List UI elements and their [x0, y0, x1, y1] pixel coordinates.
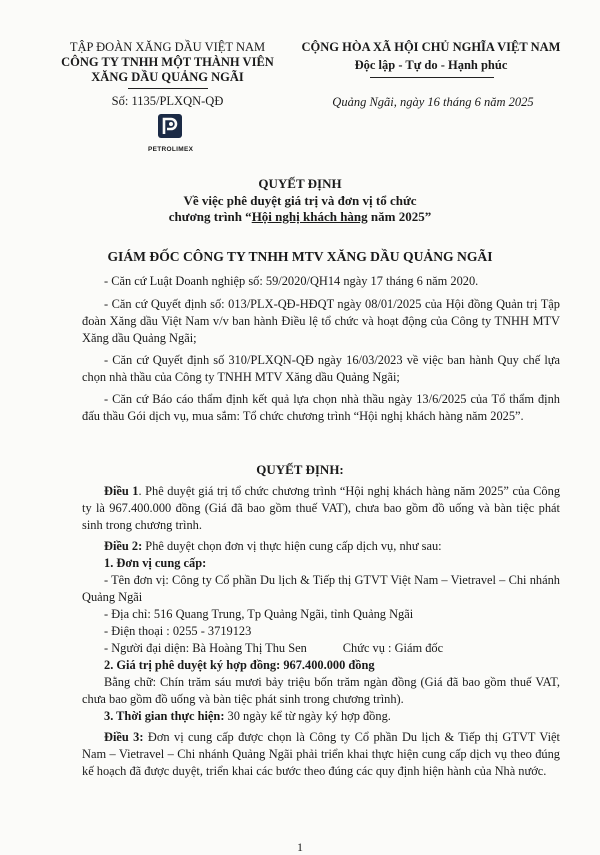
org-parent-name: TẬP ĐOÀN XĂNG DẦU VIỆT NAM	[69, 40, 266, 54]
petrolimex-logo: PETROLIMEX	[148, 114, 192, 153]
amount-in-words: Bằng chữ: Chín trăm sáu mươi bảy triệu bốn trăm ngàn đồng (Giá đã bao gồm thuế VAT, chưa bao gồm đồ uống và bàn tiệc phát sinh trong chương trình).	[82, 675, 560, 706]
article-2: Điều 2: Phê duyệt chọn đơn vị thực hiện cung cấp dịch vụ, như sau:	[104, 539, 442, 553]
provider-representative: - Người đại diện: Bà Hoàng Thị Thu Sen Chức vụ : Giám đốc	[104, 641, 444, 655]
basis-item: - Căn cứ Luật Doanh nghiệp số: 59/2020/QH14 ngày 17 tháng 6 năm 2020.	[104, 274, 479, 288]
document-number: Số: 1135/PLXQN-QĐ	[111, 94, 224, 108]
article-3: Điều 3: Đơn vị cung cấp được chọn là Công ty Cổ phần Du lịch & Tiếp thị GTVT Việt Nam – Vietravel – Chi nhánh Quảng Ngãi phải triển khai thực hiện cung cấp dịch vụ theo đúng kế hoạch đã được duyệt, triển khai các bước theo đúng các quy định hiện hành của Nhà nước.	[82, 730, 561, 778]
article-2-section-3: 3. Thời gian thực hiện: 30 ngày kể từ ngày ký hợp đồng.	[104, 709, 391, 723]
document-date: Quảng Ngãi, ngày 16 tháng 6 năm 2025	[332, 95, 534, 109]
article-2-section-1: 1. Đơn vị cung cấp:	[104, 556, 207, 570]
org-underline	[128, 88, 208, 89]
article-1: Điều 1. Phê duyệt giá trị tổ chức chương trình “Hội nghị khách hàng năm 2025” của Công ty là 967.400.000 đồng (Giá đã bao gồm thuế VAT), chưa bao gồm đồ uống và bàn tiệc phát sinh trong chương trình.	[82, 484, 561, 532]
decision-body	[82, 483, 560, 780]
article-2-section-2: 2. Giá trị phê duyệt ký hợp đồng: 967.400.000 đồng	[104, 658, 375, 672]
national-motto: Độc lập - Tự do - Hạnh phúc	[354, 58, 508, 72]
legal-bases	[82, 273, 560, 296]
document-subject: Về việc phê duyệt giá trị và đơn vị tổ chức chương trình “Hội nghị khách hàng năm 2025”	[168, 193, 432, 224]
org-header	[40, 40, 295, 85]
issuing-authority: GIÁM ĐỐC CÔNG TY TNHH MTV XĂNG DẦU QUẢNG NGÃI	[107, 249, 493, 264]
basis-item: - Căn cứ Quyết định số: 013/PLX-QĐ-HĐQT ngày 08/01/2025 của Hội đồng Quản trị Tập đoàn Xăng dầu Việt Nam v/v ban hành Điều lệ tổ chức và hoạt động của Công ty TNHH MTV Xăng dầu Quảng Ngãi;	[82, 297, 560, 345]
national-title: CỘNG HÒA XÃ HỘI CHỦ NGHĨA VIỆT NAM	[301, 40, 561, 54]
org-company-name-2: XĂNG DẦU QUẢNG NGÃI	[91, 70, 244, 84]
provider-address: - Địa chỉ: 516 Quang Trung, Tp Quảng Ngãi, tỉnh Quảng Ngãi	[104, 607, 414, 621]
basis-item: - Căn cứ Báo cáo thẩm định kết quả lựa chọn nhà thầu ngày 13/6/2025 của Tổ thẩm định đấu thầu Gói dịch vụ, mua sắm: Tổ chức chương trình “Hội nghị khách hàng năm 2025”.	[82, 392, 560, 423]
basis-item: - Căn cứ Quyết định số 310/PLXQN-QĐ ngày 16/03/2023 về việc ban hành Quy chế lựa chọn nhà thầu của Công ty TNHH MTV Xăng dầu Quảng Ngãi;	[82, 353, 560, 384]
provider-name: - Tên đơn vị: Công ty Cổ phần Du lịch & Tiếp thị GTVT Việt Nam – Vietravel – Chi nhánh Quảng Ngãi	[82, 573, 560, 604]
page-number: 1	[297, 840, 303, 854]
document-title: QUYẾT ĐỊNH	[258, 176, 342, 191]
motto-underline	[370, 77, 494, 78]
national-header	[296, 40, 566, 73]
legal-bases-cont	[82, 296, 560, 425]
decision-heading: QUYẾT ĐỊNH:	[256, 462, 344, 477]
petrolimex-emblem-icon	[148, 114, 192, 144]
org-company-name: CÔNG TY TNHH MỘT THÀNH VIÊN	[61, 55, 274, 69]
provider-phone: - Điện thoại : 0255 - 3719123	[104, 624, 252, 638]
